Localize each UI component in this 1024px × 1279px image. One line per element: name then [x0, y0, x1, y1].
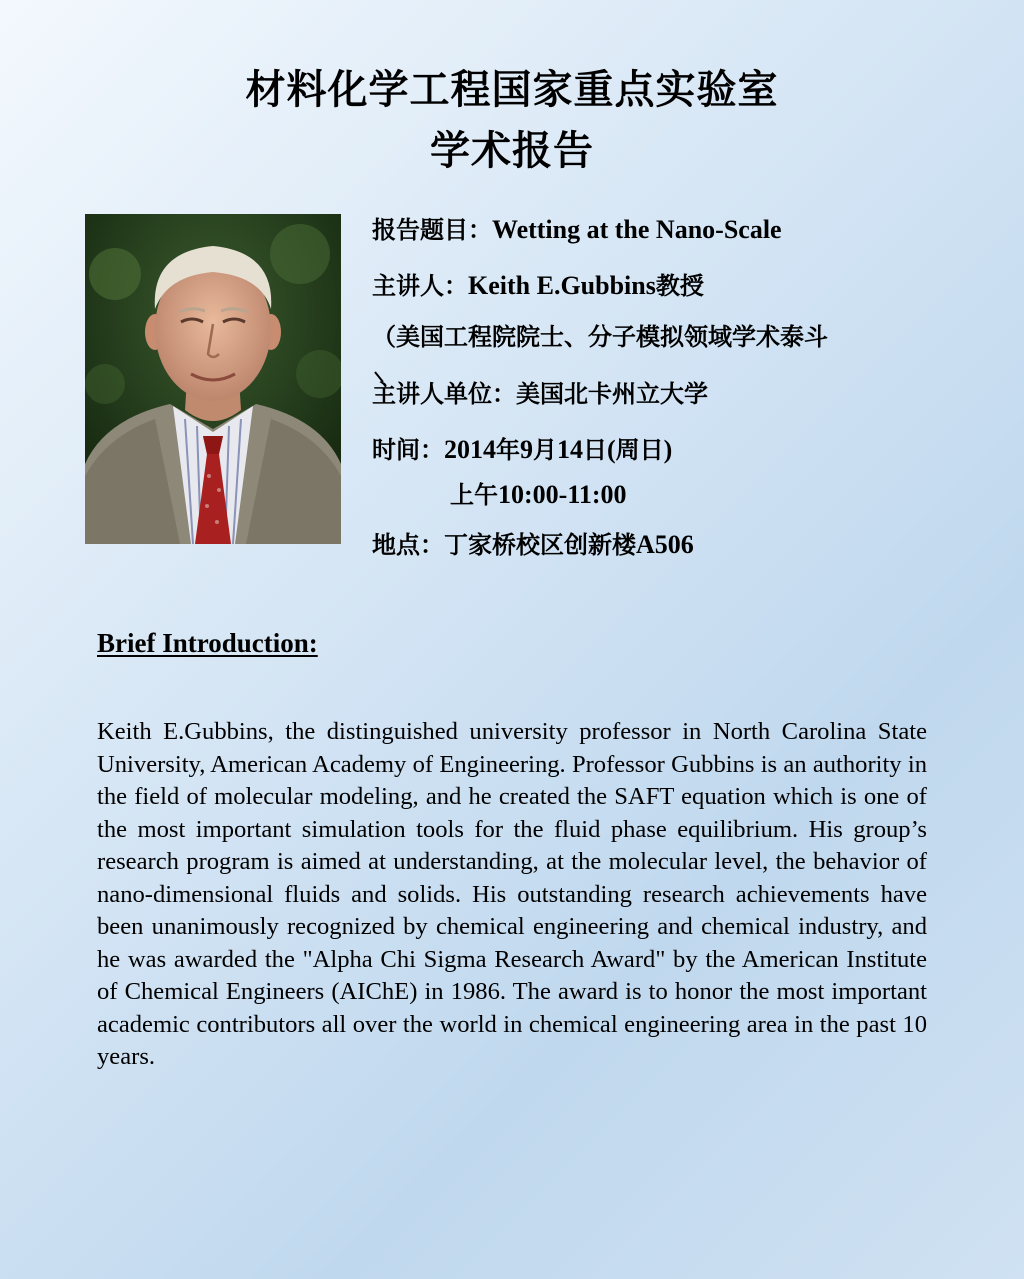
- event-time: [450, 479, 627, 511]
- speaker-photo: [85, 214, 341, 544]
- date-weekday: 周日: [615, 436, 664, 464]
- date-label: 时间：: [372, 436, 444, 464]
- event-date: [372, 434, 672, 466]
- venue-value: 丁家桥校区创新楼: [444, 531, 636, 559]
- date-year: 2014: [444, 435, 496, 464]
- event-venue: [372, 529, 694, 561]
- affiliation-label: 主讲人单位：: [372, 380, 516, 408]
- page-title: 材料化学工程国家重点实验室: [245, 67, 779, 113]
- page-subtitle: 学术报告: [430, 128, 594, 174]
- speaker-titles: （美国工程院院士、分子模拟领域学术泰斗: [372, 323, 828, 351]
- report-topic: [372, 214, 782, 246]
- time-prefix: 上午: [450, 481, 498, 509]
- time-value: 10:00-11:00: [498, 480, 627, 509]
- affiliation-value: 美国北卡州立大学: [516, 380, 708, 408]
- date-weekday-close: ): [663, 435, 673, 464]
- speaker-affiliation: [372, 378, 708, 410]
- speaker: [372, 270, 704, 302]
- venue-room: A506: [636, 530, 694, 559]
- date-month-unit: 月: [533, 436, 557, 464]
- speaker-title-suffix: 教授: [655, 272, 704, 300]
- date-day-unit: 日: [583, 436, 607, 464]
- report-topic-value: Wetting at the Nano-Scale: [492, 215, 782, 244]
- date-weekday-open: (: [607, 435, 616, 464]
- venue-label: 地点：: [372, 531, 444, 559]
- report-topic-label: 报告题目：: [372, 216, 492, 244]
- date-month: 9: [520, 435, 533, 464]
- intro-body: Keith E.Gubbins, the distinguished university professor in North Carolina State University, American Academy of Engineering. Professor Gubbins is an authority in the field of molecular modeling, and he created the SAFT equation which is one of the most important simulation tools for the fluid phase equilibrium. His group’s research program is aimed at understanding, at the molecular level, the behavior of nano-dimensional fluids and solids. His outstanding research achievements have been unanimously recognized by chemical engineering and chemical industry, and he was awarded the "Alpha Chi Sigma Research Award" by the American Institute of Chemical Engineers (AIChE) in 1986. The award is to honor the most important academic contributors all over the world in chemical engineering area in the past 10 years.: [97, 718, 927, 1070]
- date-day: 14: [557, 435, 583, 464]
- speaker-name: Keith E.Gubbins: [468, 271, 656, 300]
- intro-heading: Brief Introduction:: [97, 628, 318, 658]
- speaker-label: 主讲人：: [372, 272, 468, 300]
- date-year-unit: 年: [496, 436, 520, 464]
